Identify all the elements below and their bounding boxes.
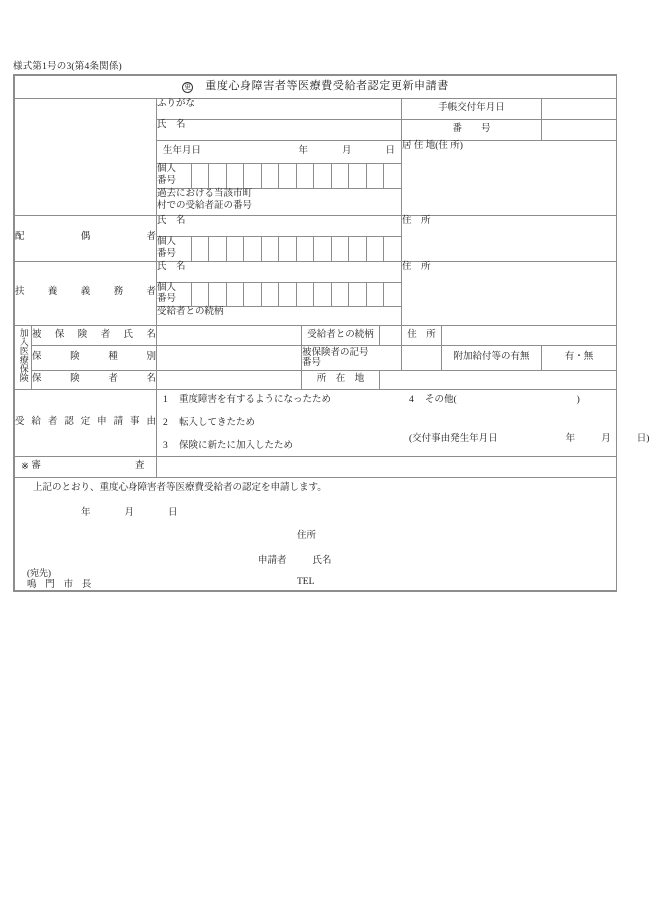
mynumber-digit[interactable] bbox=[279, 237, 297, 261]
reason-option-3[interactable]: 3 保険に新たに加入したため bbox=[163, 441, 294, 452]
spouse-mynumber-grid bbox=[157, 237, 401, 261]
mynumber-digit[interactable] bbox=[191, 237, 209, 261]
insured-name-label: 被 保 険 者 氏 名 bbox=[32, 326, 157, 346]
handbook-date-label: 手帳交付年月日 bbox=[402, 99, 542, 120]
form-table-frame bbox=[13, 74, 649, 592]
mynumber-digit[interactable] bbox=[331, 164, 349, 188]
spouse-address-label: 住 所 bbox=[402, 215, 431, 226]
supporter-name-label: 氏 名 bbox=[157, 261, 402, 282]
mynumber-digit[interactable] bbox=[314, 164, 332, 188]
form-number: 様式第1号の3(第4条関係) bbox=[13, 62, 122, 72]
insured-symbol-number-label: 被保険者の記号 番号 bbox=[302, 345, 402, 370]
insured-name-value[interactable] bbox=[157, 326, 302, 346]
insurance-section-label: 加入医療保険 bbox=[15, 326, 32, 390]
insured-relation-label: 受給者との続柄 bbox=[302, 326, 380, 346]
past-certificate-label: 過去における当該市町 村での受給者証の番号 bbox=[157, 188, 402, 215]
review-value[interactable] bbox=[157, 457, 617, 478]
birth-label: 生年月日 bbox=[163, 146, 202, 157]
form-title-cell bbox=[15, 76, 617, 99]
review-label: 審 査 bbox=[31, 460, 145, 471]
mynumber-digit[interactable] bbox=[296, 164, 314, 188]
supplementary-benefit-label: 附加給付等の有無 bbox=[442, 345, 542, 370]
mynumber-digit[interactable] bbox=[314, 237, 332, 261]
supporter-mynumber-label: 個人 番号 bbox=[157, 283, 191, 307]
insurer-name-value[interactable] bbox=[157, 370, 302, 390]
review-label-cell bbox=[15, 457, 157, 478]
reason-section-label: 受 給 者 認 定 申 請 事 由 bbox=[15, 390, 157, 457]
insurer-address-label-1: 住 所 bbox=[402, 326, 442, 346]
birth-year-unit: 年 bbox=[298, 146, 308, 157]
mynumber-digit[interactable] bbox=[366, 164, 384, 188]
mynumber-digit[interactable] bbox=[244, 283, 262, 307]
issue-date-line[interactable]: (交付事由発生年月日 年 月 日) bbox=[409, 434, 649, 445]
form-grid bbox=[14, 75, 649, 591]
furigana-row bbox=[15, 99, 617, 120]
mynumber-digit[interactable] bbox=[349, 283, 367, 307]
title-row bbox=[15, 76, 617, 99]
review-mark: ※ bbox=[21, 461, 29, 472]
supporter-mynumber-cell[interactable] bbox=[157, 282, 402, 307]
spouse-name-label: 氏 名 bbox=[157, 215, 402, 236]
supporter-address-cell[interactable] bbox=[402, 261, 617, 326]
reason-option-1[interactable]: 1 重度障害を有するようになったため bbox=[163, 395, 332, 406]
mynumber-digit[interactable] bbox=[209, 283, 227, 307]
insured-relation-value[interactable] bbox=[380, 326, 402, 346]
birth-month-unit: 月 bbox=[341, 146, 352, 157]
mynumber-digit[interactable] bbox=[279, 164, 297, 188]
mynumber-digit[interactable] bbox=[279, 283, 297, 307]
insurance-row-1 bbox=[15, 326, 617, 346]
insurer-address-value-1[interactable] bbox=[442, 326, 617, 346]
spouse-section-label: 配 偶 者 bbox=[15, 215, 157, 261]
form-title: 重度心身障害者等医療費受給者認定更新申請書 bbox=[205, 80, 449, 93]
reason-row bbox=[15, 390, 617, 457]
applicant-birth-cell[interactable] bbox=[157, 141, 402, 164]
mynumber-digit[interactable] bbox=[244, 164, 262, 188]
spouse-address-cell[interactable] bbox=[402, 215, 617, 261]
mynumber-digit[interactable] bbox=[349, 164, 367, 188]
insurance-type-value[interactable] bbox=[157, 345, 302, 370]
declaration-applicant-label: 申請者 bbox=[258, 556, 287, 567]
spouse-name-row bbox=[15, 215, 617, 236]
insurance-type-label: 保 険 種 別 bbox=[32, 345, 157, 370]
mynumber-digit[interactable] bbox=[226, 164, 244, 188]
spouse-mynumber-label: 個人 番号 bbox=[157, 237, 191, 261]
supporter-section-label: 扶 養 義 務 者 bbox=[15, 261, 157, 326]
review-row bbox=[15, 457, 617, 478]
reason-option-4[interactable]: 4 その他( ) bbox=[409, 395, 580, 406]
declaration-applicant-name-label: 氏名 bbox=[312, 556, 332, 567]
handbook-number-value[interactable] bbox=[542, 120, 617, 141]
mynumber-digit[interactable] bbox=[209, 164, 227, 188]
mynumber-digit[interactable] bbox=[244, 237, 262, 261]
birth-day-unit: 日 bbox=[385, 146, 395, 157]
applicant-mynumber-grid bbox=[157, 164, 401, 188]
declaration-address-label[interactable]: 住所 bbox=[297, 531, 317, 542]
applicant-mynumber-label: 個人 番号 bbox=[157, 164, 191, 188]
furigana-label-cell: ふりがな bbox=[157, 99, 402, 120]
mynumber-digit[interactable] bbox=[296, 237, 314, 261]
mynumber-digit[interactable] bbox=[191, 164, 209, 188]
mynumber-digit[interactable] bbox=[209, 237, 227, 261]
declaration-statement: 上記のとおり、重度心身障害者等医療費受給者の認定を申請します。 bbox=[33, 483, 327, 494]
applicant-name-label: 氏 名 bbox=[157, 120, 402, 141]
supporter-relation-label: 受給者との続柄 bbox=[157, 307, 402, 326]
mynumber-digit[interactable] bbox=[296, 283, 314, 307]
reason-option-2[interactable]: 2 転入してきたため bbox=[163, 418, 256, 429]
applicant-mynumber-cell[interactable] bbox=[157, 164, 402, 189]
mynumber-digit[interactable] bbox=[384, 164, 402, 188]
insurance-row-3 bbox=[15, 370, 617, 390]
reason-options-cell[interactable] bbox=[157, 390, 649, 457]
mynumber-digit[interactable] bbox=[331, 283, 349, 307]
mynumber-digit[interactable] bbox=[314, 283, 332, 307]
mynumber-digit[interactable] bbox=[366, 283, 384, 307]
supporter-name-row bbox=[15, 261, 617, 282]
supplementary-benefit-value[interactable]: 有・無 bbox=[542, 345, 617, 370]
mynumber-digit[interactable] bbox=[261, 164, 279, 188]
supporter-mynumber-grid bbox=[157, 283, 401, 307]
mynumber-digit[interactable] bbox=[261, 237, 279, 261]
insurer-location-value[interactable] bbox=[380, 370, 617, 390]
insured-symbol-number-value[interactable] bbox=[402, 345, 442, 370]
mynumber-digit[interactable] bbox=[331, 237, 349, 261]
declaration-cell bbox=[15, 478, 617, 591]
update-badge-icon: 更 bbox=[184, 82, 192, 91]
mynumber-digit[interactable] bbox=[226, 237, 244, 261]
insurer-location-label: 所 在 地 bbox=[302, 370, 380, 390]
declaration-applicant-line[interactable] bbox=[258, 556, 332, 568]
mynumber-digit[interactable] bbox=[261, 283, 279, 307]
addressee-prefix: (宛先) bbox=[27, 568, 51, 579]
mynumber-digit[interactable] bbox=[226, 283, 244, 307]
handbook-number-label: 番 号 bbox=[402, 120, 542, 141]
applicant-section-blank bbox=[15, 99, 157, 216]
declaration-date-line[interactable]: 年 月 日 bbox=[81, 508, 178, 519]
insurance-row-2 bbox=[15, 345, 617, 370]
handbook-date-value[interactable] bbox=[542, 99, 617, 120]
mynumber-digit[interactable] bbox=[384, 283, 402, 307]
spouse-mynumber-cell[interactable] bbox=[157, 236, 402, 261]
mynumber-digit[interactable] bbox=[191, 283, 209, 307]
mynumber-digit[interactable] bbox=[384, 237, 402, 261]
declaration-tel-label[interactable]: TEL bbox=[297, 577, 315, 588]
addressee-name: 鳴 門 市 長 bbox=[27, 580, 95, 591]
mynumber-digit[interactable] bbox=[349, 237, 367, 261]
residence-cell[interactable] bbox=[402, 141, 617, 216]
mynumber-digit[interactable] bbox=[366, 237, 384, 261]
declaration-row bbox=[15, 478, 617, 591]
supporter-address-label: 住 所 bbox=[402, 261, 431, 272]
insurer-name-label: 保 険 者 名 bbox=[32, 370, 157, 390]
residence-label: 居 住 地(住 所) bbox=[402, 141, 463, 151]
